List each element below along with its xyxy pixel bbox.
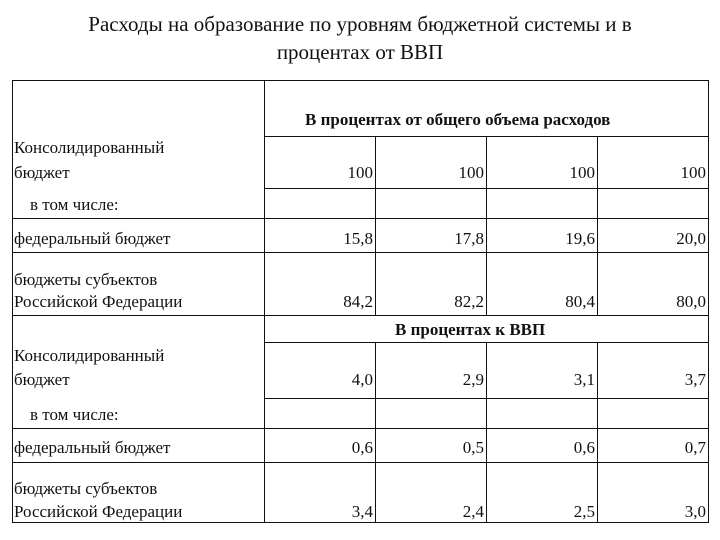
row-divider-3	[12, 252, 709, 253]
page-title	[0, 10, 720, 66]
value-cell: 80,4	[565, 292, 595, 311]
table-border-top	[12, 80, 709, 81]
col-divider-7	[597, 342, 598, 523]
row-divider-4	[12, 315, 709, 316]
value-cell: 2,4	[462, 502, 484, 521]
col-divider-6	[486, 342, 487, 523]
value-cell: 82,2	[454, 292, 484, 311]
row-label: Консолидированный	[14, 138, 165, 157]
title-line-1: Расходы на образование по уровням бюджетной системы и в	[88, 12, 632, 36]
row-label-cont: Российской Федерации	[14, 292, 183, 311]
col-divider-1	[264, 80, 265, 523]
table-border-left	[12, 80, 13, 523]
row-divider-2	[12, 218, 709, 219]
value-cell: 19,6	[565, 229, 595, 248]
row-divider-1	[264, 188, 709, 189]
table-border-right	[708, 80, 709, 523]
row-label: федеральный бюджет	[14, 438, 171, 457]
value-cell: 100	[347, 163, 373, 182]
table-border-bottom	[12, 522, 709, 523]
value-cell: 100	[458, 163, 484, 182]
value-cell: 17,8	[454, 229, 484, 248]
value-cell: 84,2	[343, 292, 373, 311]
section2-header: В процентах к ВВП	[395, 320, 546, 339]
value-cell: 80,0	[676, 292, 706, 311]
row-label-cont: Российской Федерации	[14, 502, 183, 521]
value-cell: 2,5	[573, 502, 595, 521]
row-divider-6	[12, 428, 709, 429]
col-divider-4	[597, 136, 598, 316]
row-divider-header1	[264, 136, 709, 137]
value-cell: 0,6	[351, 438, 373, 457]
row-label-cont: бюджет	[14, 163, 70, 182]
row-label: Консолидированный	[14, 346, 165, 365]
row-label: федеральный бюджет	[14, 229, 171, 248]
value-cell: 20,0	[676, 229, 706, 248]
row-divider-7	[12, 462, 709, 463]
section1-header: В процентах от общего объема расходов	[305, 110, 611, 129]
value-cell: 3,1	[573, 370, 595, 389]
row-divider-header2	[264, 342, 709, 343]
row-label: бюджеты субъектов	[14, 479, 158, 498]
row-label-cont: бюджет	[14, 370, 70, 389]
value-cell: 15,8	[343, 229, 373, 248]
col-divider-3	[486, 136, 487, 316]
row-divider-5	[264, 398, 709, 399]
value-cell: 100	[680, 163, 706, 182]
value-cell: 2,9	[462, 370, 484, 389]
value-cell: 0,5	[462, 438, 484, 457]
value-cell: 0,6	[573, 438, 595, 457]
col-divider-2	[375, 136, 376, 316]
row-label: в том числе:	[30, 405, 119, 424]
col-divider-5	[375, 342, 376, 523]
value-cell: 0,7	[684, 438, 706, 457]
value-cell: 3,4	[351, 502, 373, 521]
value-cell: 3,7	[684, 370, 706, 389]
value-cell: 100	[569, 163, 595, 182]
row-label: бюджеты субъектов	[14, 270, 158, 289]
title-line-2: процентах от ВВП	[276, 40, 444, 64]
value-cell: 3,0	[684, 502, 706, 521]
value-cell: 4,0	[351, 370, 373, 389]
row-label: в том числе:	[30, 195, 119, 214]
